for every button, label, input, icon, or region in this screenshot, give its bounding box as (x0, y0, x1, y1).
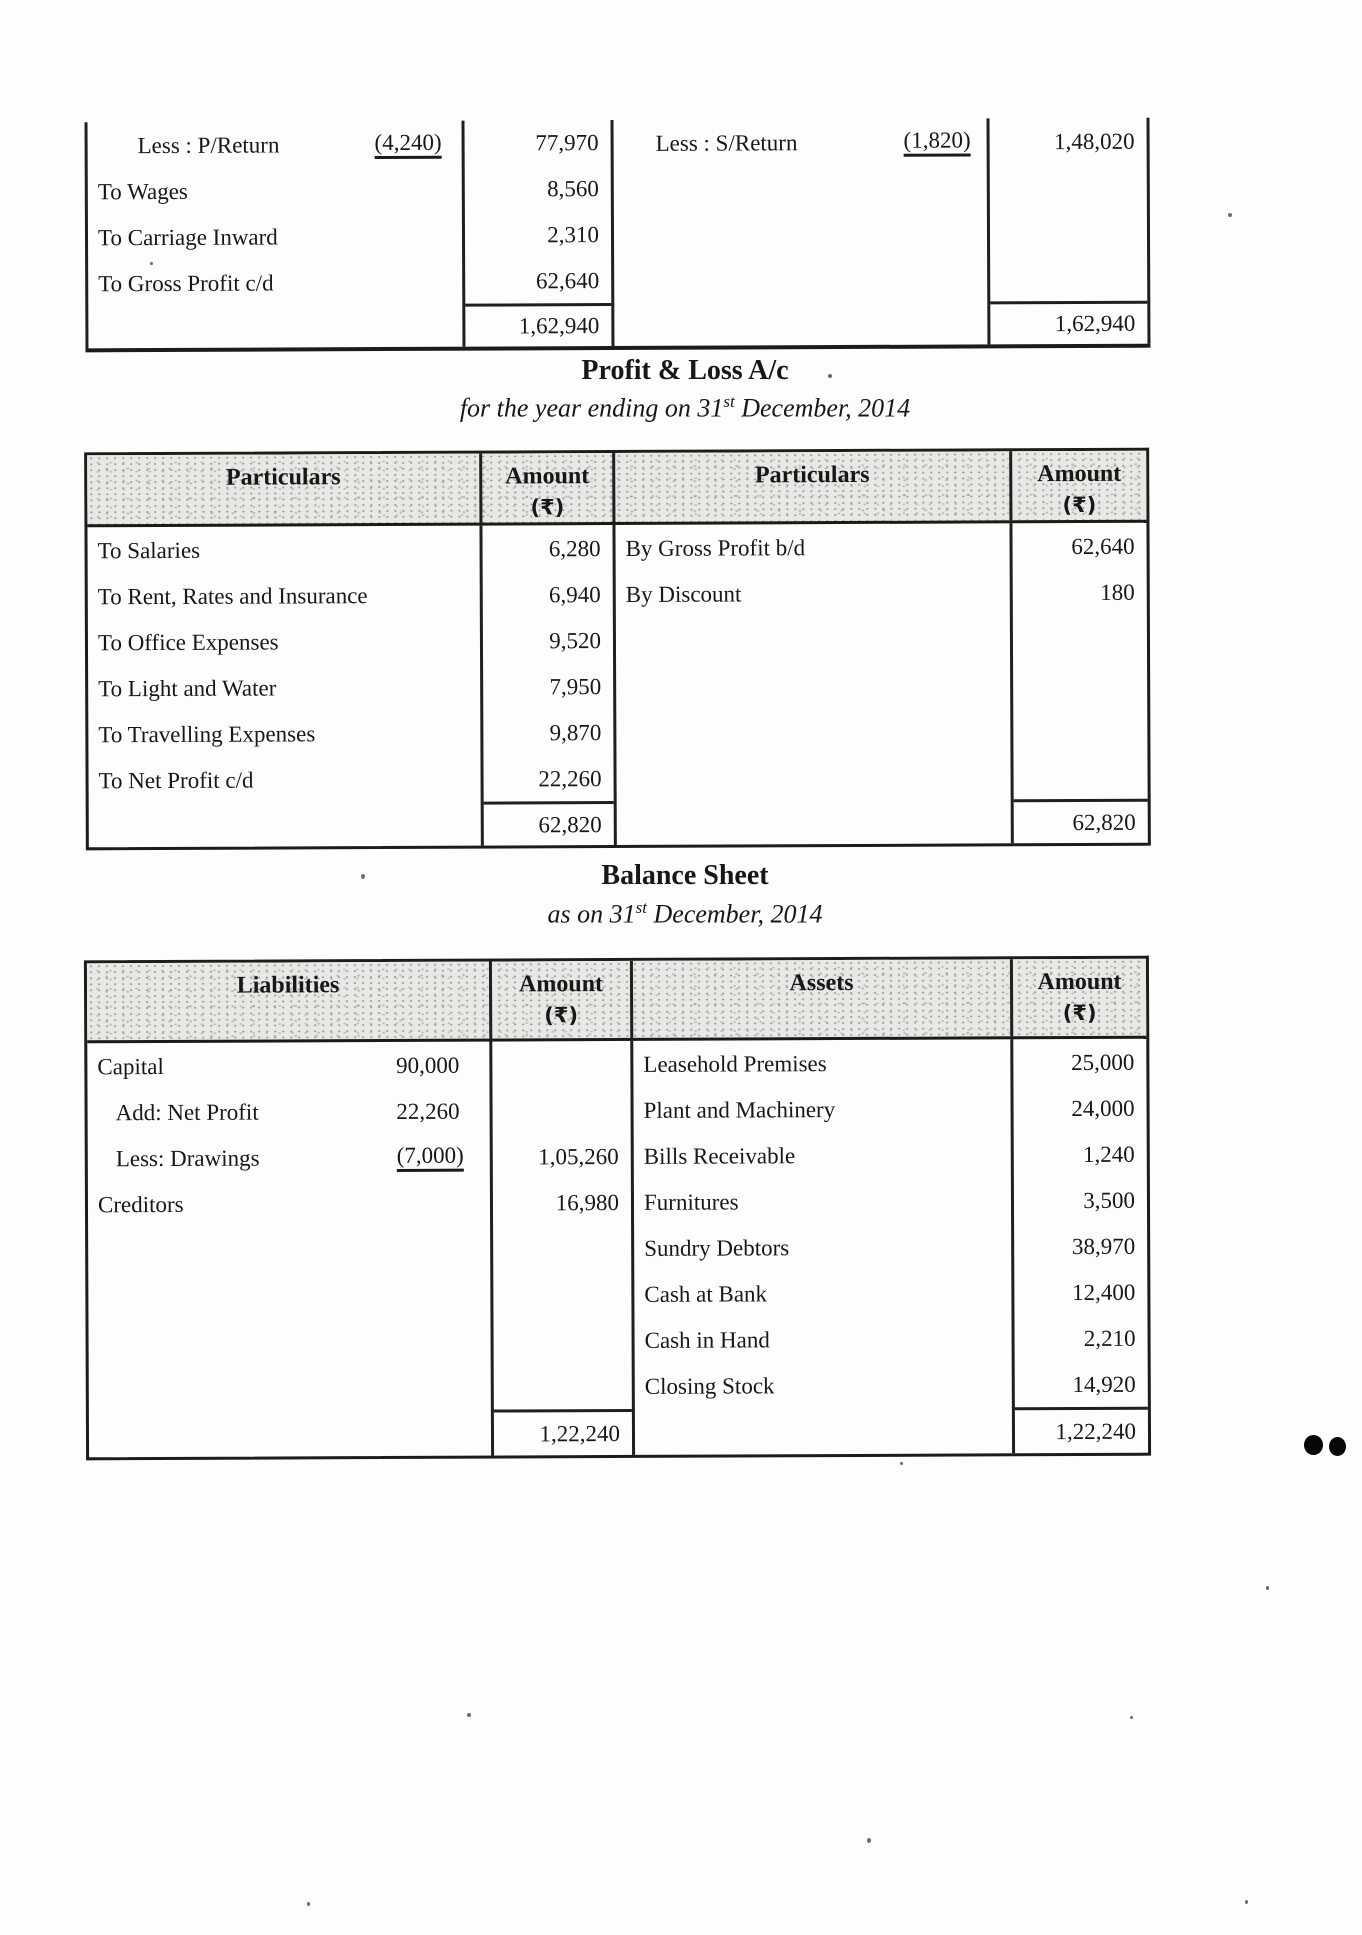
punch-dot (1304, 1435, 1323, 1455)
bs-assets-column (633, 1039, 1012, 1455)
row-amount: 2,310 (547, 222, 600, 248)
pl-subtitle-year: December, 2014 (734, 393, 911, 423)
row-amount: 3,500 (1083, 1187, 1136, 1213)
column-total: 62,820 (1014, 799, 1148, 844)
table-row (88, 167, 462, 215)
bs-assets-amount-column (1010, 1039, 1148, 1454)
column-header-particulars-credit (615, 451, 1009, 522)
header-label: Amount (1037, 968, 1122, 996)
header-label: Amount (1037, 460, 1122, 488)
bs-title: Balance Sheet (601, 860, 769, 891)
row-amount: 180 (1100, 579, 1135, 605)
table-row (634, 1177, 1011, 1225)
table-row (634, 1269, 1011, 1317)
row-label: To Salaries (97, 537, 201, 563)
table-row (88, 1180, 490, 1228)
balance-sheet-table (84, 956, 1151, 1461)
table-row (87, 526, 479, 574)
rupee-symbol: (₹) (530, 495, 565, 520)
table-row (613, 118, 986, 166)
pl-credit-amount-column (1009, 523, 1147, 844)
row-amount: 1,240 (1082, 1141, 1135, 1167)
trading-credit-amount-column (986, 118, 1150, 345)
row-amount: 1,48,020 (1054, 128, 1135, 154)
row-label: To Travelling Expenses (98, 720, 316, 747)
row-amount: 62,640 (535, 267, 600, 294)
scan-speck (361, 874, 365, 879)
pl-subtitle (85, 392, 1285, 424)
scan-speck (150, 262, 153, 265)
row-amount (492, 1087, 630, 1134)
column-total: 1,22,240 (1015, 1407, 1148, 1454)
scan-speck (307, 1902, 310, 1906)
rupee-symbol: (₹) (1062, 1000, 1097, 1026)
row-label: Less: Drawings (115, 1145, 260, 1171)
bs-subtitle-ordinal: st (635, 898, 647, 917)
column-total: 62,820 (484, 801, 614, 846)
row-label: Furnitures (643, 1188, 739, 1215)
table-row (88, 756, 480, 804)
row-amount: 9,870 (549, 719, 602, 745)
scan-speck (467, 1713, 471, 1717)
table-row (88, 259, 462, 307)
row-label: To Gross Profit c/d (98, 270, 274, 296)
header-label: Assets (789, 969, 854, 997)
row-amount: 24,000 (1071, 1095, 1135, 1121)
row-label: By Gross Profit b/d (625, 534, 806, 561)
row-amount: 9,520 (549, 627, 602, 653)
header-label: Particulars (225, 464, 341, 491)
row-label: Less : S/Return (655, 129, 798, 156)
column-total: 1,62,940 (465, 303, 611, 346)
row-label: Closing Stock (644, 1372, 775, 1399)
pl-debit-particulars-column (87, 526, 480, 848)
table-row (634, 1223, 1011, 1271)
table-row (615, 523, 1009, 571)
header-label: Amount (518, 971, 604, 998)
row-amount: 1,05,260 (538, 1143, 619, 1169)
scan-speck (1228, 213, 1232, 217)
table-row (88, 121, 462, 169)
row-amount: 8,560 (546, 176, 599, 202)
column-header-amount-credit (1009, 451, 1146, 521)
pl-subtitle-ordinal: st (723, 392, 735, 411)
row-label: Add: Net Profit (115, 1099, 259, 1125)
row-amount: 12,400 (1072, 1279, 1136, 1305)
row-amount: 62,640 (1071, 533, 1135, 559)
punch-dot (1329, 1437, 1346, 1456)
row-amount: 25,000 (1071, 1049, 1135, 1075)
table-row (635, 1361, 1012, 1409)
bs-liabilities-amount-column (489, 1041, 635, 1456)
pl-title: Profit & Loss A/c (581, 355, 789, 386)
row-label: Less : P/Return (137, 131, 280, 158)
column-header-particulars-debit (87, 454, 479, 525)
rupee-symbol: (₹) (1062, 492, 1097, 518)
column-header-assets (633, 959, 1010, 1038)
pl-header-row (87, 451, 1146, 528)
row-amount: 2,210 (1083, 1325, 1136, 1351)
row-label: Creditors (97, 1191, 184, 1217)
column-header-amount-assets (1010, 959, 1146, 1037)
table-row (616, 569, 1010, 617)
bs-subtitle-year: December, 2014 (647, 899, 823, 929)
trading-credit-particulars-column (613, 118, 987, 346)
trading-account-table (85, 118, 1151, 353)
row-amount: 38,970 (1071, 1233, 1136, 1259)
row-label: To Net Profit c/d (98, 767, 254, 793)
scan-speck (867, 1838, 871, 1843)
table-row (88, 213, 462, 261)
row-inner-amount: 22,260 (396, 1098, 460, 1124)
table-row (88, 618, 480, 666)
row-label: Cash in Hand (644, 1326, 770, 1353)
scan-speck (1266, 1586, 1269, 1590)
header-label: Liabilities (236, 972, 340, 999)
header-label: Amount (505, 463, 590, 490)
scan-speck (828, 374, 832, 378)
table-row (88, 1134, 490, 1182)
column-header-amount-debit (479, 453, 615, 523)
row-amount: 7,950 (549, 673, 602, 699)
scan-speck (900, 1462, 903, 1465)
row-label: Sundry Debtors (644, 1234, 790, 1261)
table-row (87, 1088, 489, 1136)
bs-subtitle-text: as on 31 (547, 899, 636, 929)
row-label: To Light and Water (98, 674, 277, 701)
row-label: Plant and Machinery (643, 1096, 836, 1123)
bs-subtitle (85, 898, 1285, 930)
table-row (633, 1039, 1010, 1087)
table-row (88, 664, 480, 712)
row-label: To Carriage Inward (97, 223, 278, 250)
scan-speck (1245, 1900, 1248, 1904)
table-row (87, 1042, 489, 1090)
trading-debit-amount-column (461, 120, 614, 347)
table-row (88, 572, 480, 620)
scan-speck (1130, 1716, 1133, 1719)
column-header-liabilities (87, 962, 489, 1041)
row-amount (492, 1041, 630, 1088)
row-deduction-amount: (1,820) (903, 127, 970, 156)
row-label: To Wages (97, 178, 188, 204)
column-total: 1,22,240 (494, 1409, 632, 1456)
bs-header-row (87, 959, 1146, 1044)
row-label: Capital (97, 1053, 164, 1079)
table-row (634, 1315, 1011, 1363)
pl-subtitle-text: for the year ending on 31 (459, 393, 724, 423)
row-label: Leasehold Premises (643, 1050, 827, 1077)
row-deduction-amount: (4,240) (374, 129, 441, 158)
row-inner-amount: 90,000 (396, 1052, 460, 1078)
row-label: By Discount (625, 580, 742, 607)
row-amount: 6,280 (548, 535, 601, 561)
row-label: Bills Receivable (643, 1142, 796, 1169)
row-label: To Office Expenses (97, 628, 279, 655)
trading-debit-particulars-column (88, 121, 463, 349)
row-amount: 16,980 (555, 1189, 620, 1215)
table-row (634, 1131, 1011, 1179)
pl-debit-amount-column (479, 525, 616, 846)
row-amount: 77,970 (535, 130, 599, 156)
bs-liabilities-column (87, 1042, 491, 1458)
header-label: Particulars (754, 461, 870, 489)
row-label: To Rent, Rates and Insurance (97, 582, 368, 609)
row-amount: 14,920 (1072, 1371, 1136, 1397)
table-row (88, 710, 480, 758)
pl-account-table (84, 448, 1151, 851)
table-row (633, 1085, 1010, 1133)
row-deduction-amount: (7,000) (397, 1142, 464, 1171)
column-header-amount-liabilities (489, 961, 633, 1039)
row-amount: 6,940 (548, 581, 601, 607)
pl-credit-particulars-column (615, 523, 1010, 845)
rupee-symbol: (₹) (544, 1003, 579, 1028)
row-amount: 22,260 (538, 765, 602, 791)
row-label: Cash at Bank (644, 1280, 768, 1307)
column-total: 1,62,940 (990, 301, 1147, 345)
